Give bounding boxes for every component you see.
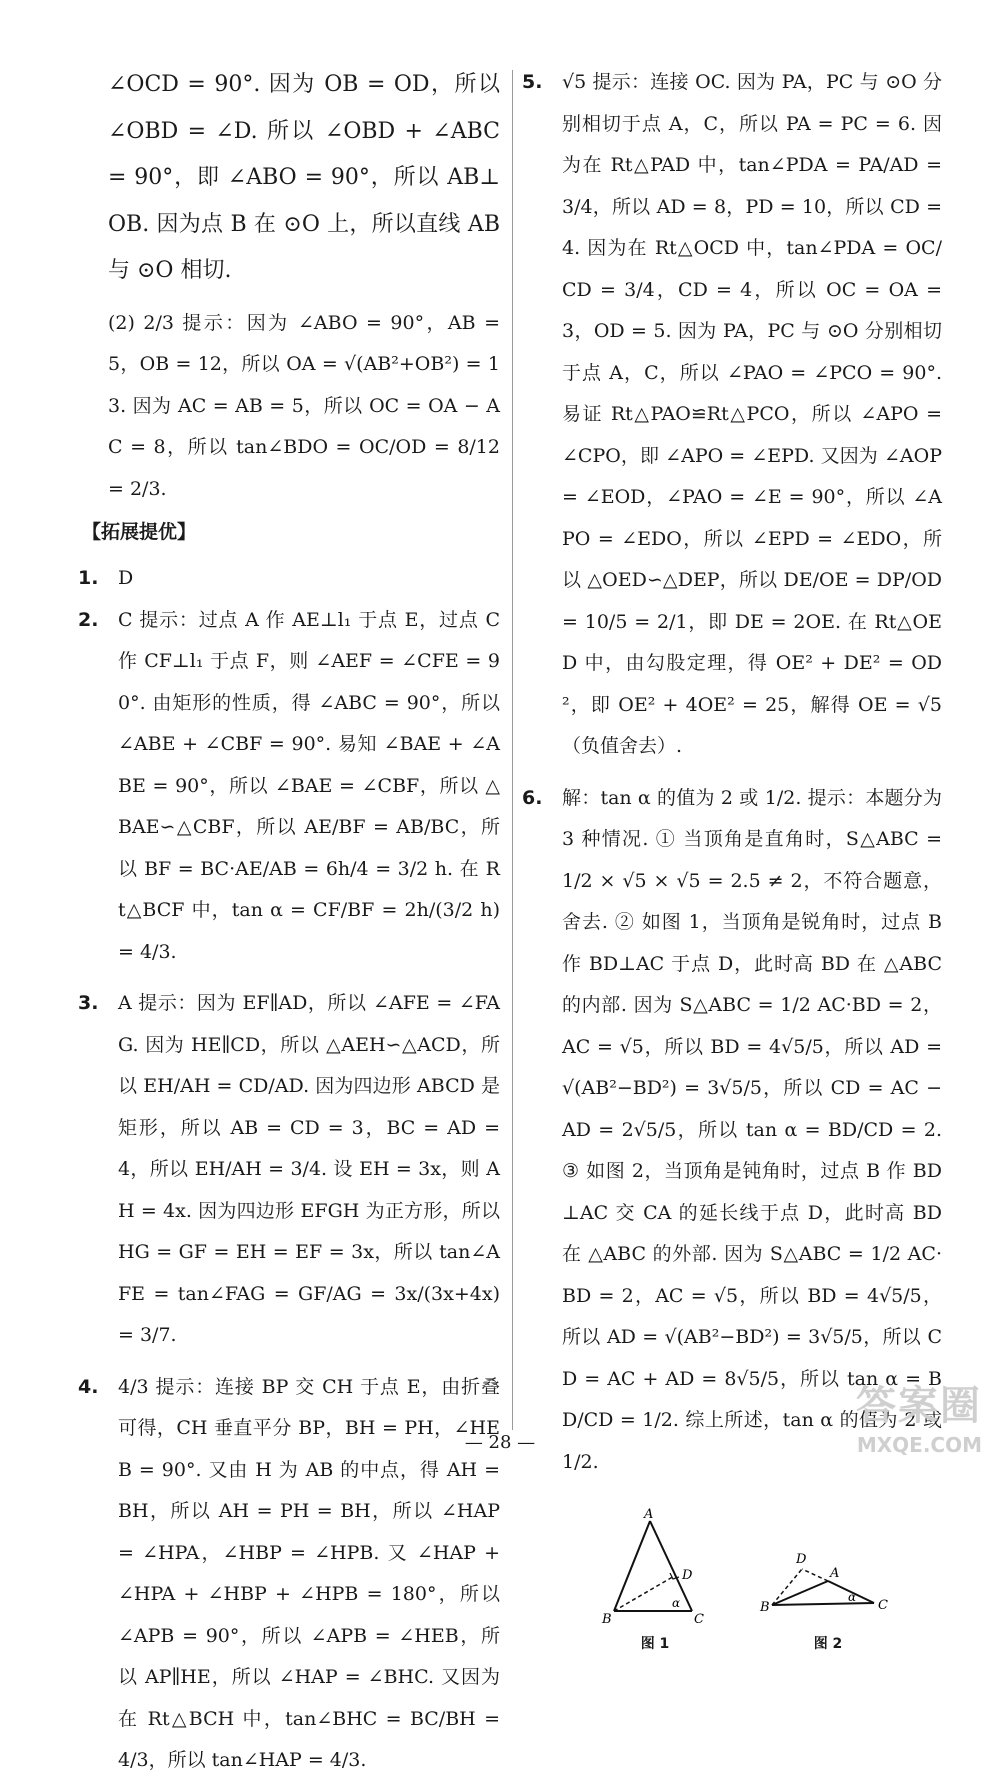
fig2-side-bc	[772, 1603, 874, 1605]
q1-number: 1.	[78, 567, 99, 589]
part2-text: (2) 2/3 提示：因为 ∠ABO = 90°，AB = 5，OB = 12，所以 OA = √(AB²+OB²) = 13. 因为 AC = AB = 5，所以 OC = OA − AC = 8，所以 tan∠BDO = OC/OD = 8/12 = 2/3.	[108, 311, 500, 500]
fig1-label-b: B	[602, 1612, 612, 1627]
fig2-label-d: D	[796, 1552, 807, 1567]
q5-number: 5.	[522, 71, 543, 93]
fig2-label-alpha: α	[848, 1590, 857, 1604]
left-column	[78, 62, 500, 1782]
fig2-side-ab	[772, 1581, 828, 1605]
fig1-label-alpha: α	[672, 1596, 681, 1610]
question-1	[78, 558, 500, 600]
fig1-side-ac	[650, 1521, 692, 1611]
page-number: — 28 —	[464, 1432, 536, 1453]
q4-number: 4.	[78, 1375, 99, 1398]
figures	[600, 1507, 942, 1653]
question-3	[78, 983, 500, 1357]
q2-text: C 提示：过点 A 作 AE⊥l₁ 于点 E，过点 C 作 CF⊥l₁ 于点 F，则 ∠AEF = ∠CFE = 90°. 由矩形的性质，得 ∠ABC = 90°，所以 ∠ABE + ∠CBF = 90°. 易知 ∠BAE + ∠ABE = 90°，所以 ∠BAE = ∠CBF，所以 △BAE∽△CBF，所以 AE/BF = AB/BC，所以 BF = BC·AE/AB = 6h/4 = 3/2 h. 在 Rt△BCF 中，tan α = CF/BF = 2h/(3/2 h) = 4/3.	[118, 608, 500, 963]
fig2-extension-ca	[802, 1569, 828, 1581]
figure-2	[758, 1547, 898, 1653]
q5-text: √5 提示：连接 OC. 因为 PA，PC 与 ⊙O 分别相切于点 A，C，所以 PA = PC = 6. 因为在 Rt△PAD 中，tan∠PDA = PA/AD = 3/4，所以 AD = 8，PD = 10，所以 CD = 4. 因为在 Rt△OCD 中，tan∠PDA = OC/CD = 3/4，CD = 4，所以 OC = OA = 3，OD = 5. 因为 PA，PC 与 ⊙O 分别相切于点 A，C，所以 ∠PAO = ∠PCO = 90°. 易证 Rt△PAO≌Rt△PCO，所以 ∠APO = ∠CPO，即 ∠APO = ∠EPD. 又因为 ∠AOP = ∠EOD，∠PAO = ∠E = 90°，所以 ∠APO = ∠EDO，所以 ∠EPD = ∠EDO，所以 △OED∽△DEP，所以 DE/OE = DP/OD = 10/5 = 2/1，即 DE = 2OE. 在 Rt△OED 中，由勾股定理，得 OE² + DE² = OD²，即 OE² + 4OE² = 25，解得 OE = √5（负值舍去）.	[562, 71, 942, 757]
section-heading: 【拓展提优】	[82, 521, 197, 543]
fig1-label-c: C	[694, 1612, 704, 1627]
fig2-label-b: B	[760, 1600, 770, 1615]
watermark-url: MXQE.COM	[856, 1433, 982, 1457]
figure-2-caption: 图 2	[813, 1636, 843, 1652]
q4-text: 4/3 提示：连接 BP 交 CH 于点 E，由折叠可得，CH 垂直平分 BP，BH = PH，∠HEB = 90°. 又由 H 为 AB 的中点，得 AH = BH，所以 AH = PH = BH，所以 ∠HAP = ∠HPA，∠HBP = ∠HPB. 又 ∠HAP + ∠HPA + ∠HBP + ∠HPB = 180°，所以 ∠APB = 90°，所以 ∠APB = ∠HEB，所以 AP∥HE，所以 ∠HAP = ∠BHC. 又因为在 Rt△BCH 中，tan∠BHC = BC/BH = 4/3，所以 tan∠HAP = 4/3.	[118, 1375, 500, 1771]
column-divider	[512, 70, 513, 1430]
part1-text: ∠OCD = 90°. 因为 OB = OD，所以 ∠OBD = ∠D. 所以 ∠OBD + ∠ABC = 90°，即 ∠ABO = 90°，所以 AB⊥OB. 因为点 B 在 ⊙O 上，所以直线 AB 与 ⊙O 相切.	[108, 72, 500, 283]
q6-number: 6.	[522, 786, 543, 809]
fig1-label-a: A	[644, 1507, 654, 1522]
fig2-label-c: C	[878, 1598, 888, 1613]
q1-text: D	[118, 567, 134, 589]
fig1-side-ab	[614, 1521, 650, 1611]
figure-1-diagram	[600, 1507, 710, 1627]
figure-2-diagram	[758, 1547, 898, 1627]
question-2	[78, 600, 500, 974]
figure-1	[600, 1507, 710, 1653]
q3-number: 3.	[78, 992, 99, 1014]
fig1-label-d: D	[682, 1568, 693, 1583]
q6-text: 解：tan α 的值为 2 或 1/2. 提示：本题分为 3 种情况. ① 当顶角是直角时，S△ABC = 1/2 × √5 × √5 = 2.5 ≠ 2，不符合题意，舍去. ② 如图 1，当顶角是锐角时，过点 B 作 BD⊥AC 于点 D，此时高 BD 在 △ABC 的内部. 因为 S△ABC = 1/2 AC·BD = 2，AC = √5，所以 BD = 4√5/5，所以 AD = √(AB²−BD²) = 3√5/5，所以 CD = AC − AD = 2√5/5，所以 tan α = BD/CD = 2. ③ 如图 2，当顶角是钝角时，过点 B 作 BD⊥AC 交 CA 的延长线于点 D，此时高 BD 在 △ABC 的外部. 因为 S△ABC = 1/2 AC·BD = 2，AC = √5，所以 BD = 4√5/5，所以 AD = √(AB²−BD²) = 3√5/5，所以 CD = AC + AD = 8√5/5，所以 tan α = BD/CD = 1/2. 综上所述，tan α 的值为 2 或 1/2.	[562, 786, 942, 1473]
question-4	[78, 1367, 500, 1782]
fig1-altitude-bd	[614, 1575, 676, 1611]
question-5	[522, 62, 942, 768]
q3-text: A 提示：因为 EF∥AD，所以 ∠AFE = ∠FAG. 因为 HE∥CD，所以 △AEH∽△ACD，所以 EH/AH = CD/AD. 因为四边形 ABCD 是矩形，所以 AB = CD = 3，BC = AD = 4，所以 EH/AH = 3/4. 设 EH = 3x，则 AH = 4x. 因为四边形 EFGH 为正方形，所以 HG = GF = EH = EF = 3x，所以 tan∠AFE = tan∠FAG = GF/AG = 3x/(3x+4x) = 3/7.	[118, 992, 500, 1346]
fig2-label-a: A	[830, 1566, 840, 1581]
watermark-logo: 答案圈	[856, 1383, 982, 1429]
figure-1-caption: 图 1	[640, 1636, 670, 1652]
q2-number: 2.	[78, 608, 99, 631]
